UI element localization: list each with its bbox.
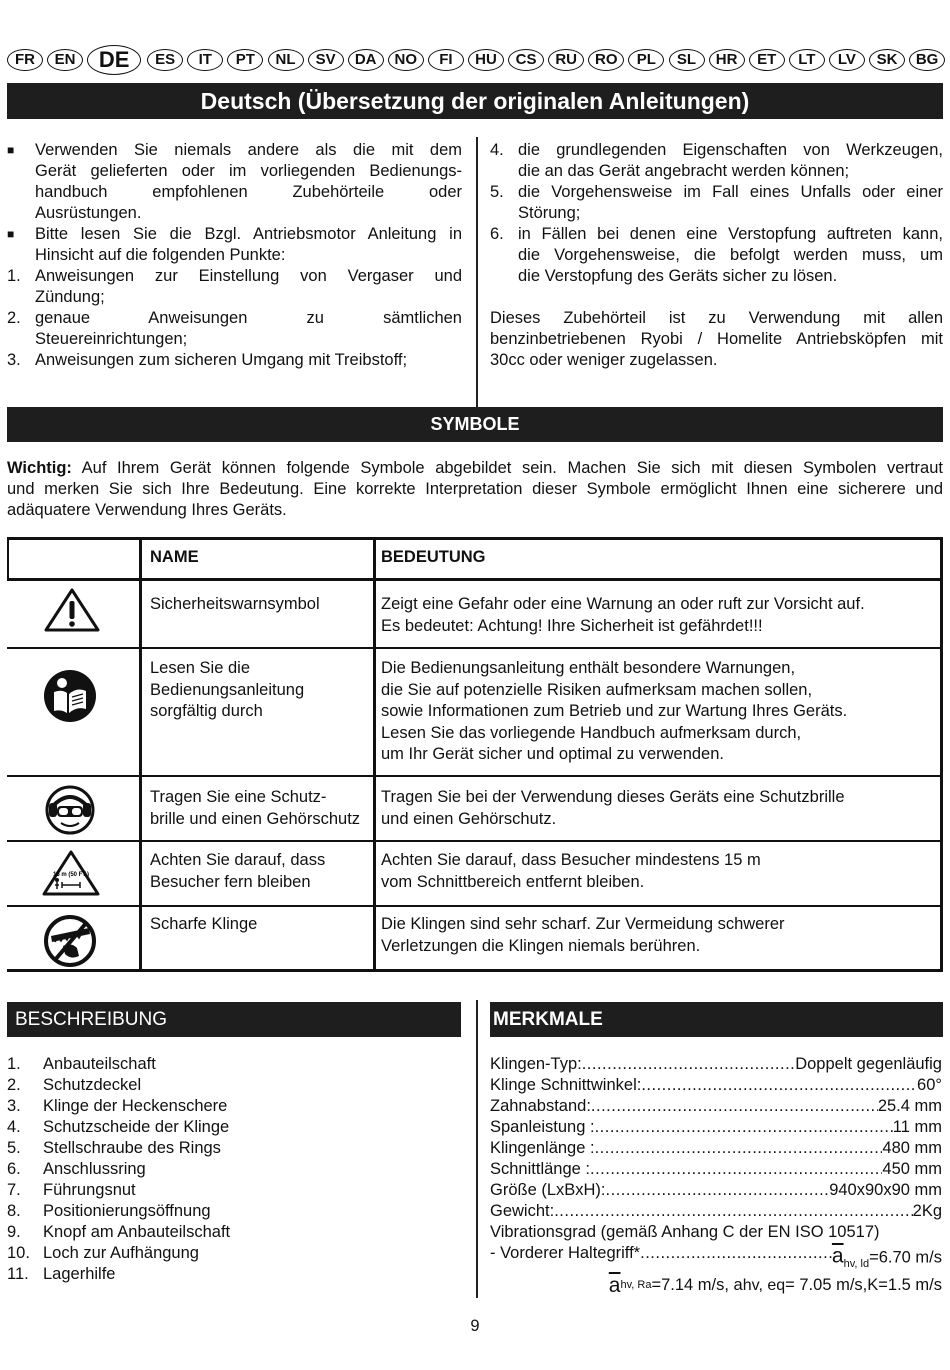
list-item-line: ■ Bitte lesen Sie die Bzgl. Antriebsmotor Anleitung in	[7, 225, 462, 243]
part-item: 2. Schutzdeckel	[7, 1076, 142, 1094]
symbol-meaning: Zeigt eine Gefahr oder eine Warnung an oder ruft zur Vorsicht auf. Es bedeutet: Achtung! Ihre Sicherheit ist gefährdet!!!	[381, 595, 865, 635]
language-tab-pt[interactable]: PT	[227, 49, 263, 71]
language-tab-lt[interactable]: LT	[789, 49, 825, 71]
symbols-intro-label: Wichtig:	[7, 459, 72, 477]
sharp-blade-icon	[43, 914, 97, 975]
intro-right-column	[490, 140, 943, 371]
list-item-line: 6. in Fällen bei denen eine Verstopfung auftreten kann,	[490, 225, 943, 243]
symbols-table	[7, 537, 943, 973]
description-heading: BESCHREIBUNG	[7, 1002, 461, 1037]
symbol-meaning: Tragen Sie bei der Verwendung dieses Geräts eine Schutzbrille und einen Gehörschutz.	[381, 788, 845, 828]
spec-row: Größe (LxBxH): ..... 940x90x90 mm	[490, 1180, 942, 1201]
symbols-intro-line: und merken Sie sich Ihre Bedeutung. Eine korrekte Interpretation dieser Symbole ermöglicht Ihnen eine sicherere und	[7, 480, 943, 498]
symbols-intro-line: Wichtig: Auf Ihrem Gerät können folgende Symbole abgebildet sein. Machen Sie sich mit diesen Symbolen vertraut	[7, 459, 943, 477]
spec-row: Gewicht: ..... 2Kg	[490, 1201, 942, 1222]
list-item-line: 5. die Vorgehensweise im Fall eines Unfalls oder einer	[490, 183, 943, 201]
table-header-meaning: BEDEUTUNG	[381, 548, 486, 566]
page-number: 9	[470, 1317, 480, 1335]
vibration-title: Vibrationsgrad (gemäß Anhang C der EN ISO 10517)	[490, 1223, 880, 1241]
list-item-line: die Verstopfung des Geräts sicher zu lösen.	[518, 267, 838, 285]
spec-row: Klingen-Typ: ..... Doppelt gegenläufig	[490, 1054, 942, 1075]
symbol-name: Scharfe Klinge	[150, 915, 258, 933]
language-tab-hu[interactable]: HU	[468, 49, 504, 71]
vibration-values: $\overline{a}$ hv, Ra =7.14 m/s , a hv, eq = 7.05 m/s , K=1.5 m/s	[608, 1273, 942, 1297]
part-item: 11. Lagerhilfe	[7, 1265, 116, 1283]
list-item-line: die Vorgehensweise, die befolgt werden muss, um	[518, 246, 943, 264]
language-tab-nl[interactable]: NL	[268, 49, 304, 71]
list-item-line: Ausrüstungen.	[35, 204, 142, 222]
part-item: 3. Klinge der Heckenschere	[7, 1097, 228, 1115]
language-tab-pl[interactable]: PL	[628, 49, 664, 71]
list-number: 3.	[7, 351, 21, 369]
language-tab-da[interactable]: DA	[348, 49, 384, 71]
language-tab-fi[interactable]: FI	[428, 49, 464, 71]
eye-ear-protection-icon	[43, 785, 97, 842]
vibration-front-handle: - Vorderer Haltegriff* ..... $\overline{a}_{hv, ld}=6.70$ m/s	[490, 1243, 942, 1275]
list-item-line: 3. Anweisungen zum sicheren Umgang mit Treibstoff;	[7, 351, 408, 369]
spec-row: Spanleistung : ..... 11 mm	[490, 1117, 942, 1138]
spec-row: Schnittlänge : ..... 450 mm	[490, 1159, 942, 1180]
language-tab-es[interactable]: ES	[147, 49, 183, 71]
symbol-meaning: Die Klingen sind sehr scharf. Zur Vermeidung schwerer Verletzungen die Klingen niemals berühren.	[381, 915, 785, 955]
bullet-marker: ■	[7, 143, 15, 157]
part-item: 9. Knopf am Anbauteilschaft	[7, 1223, 231, 1241]
language-tab-it[interactable]: IT	[187, 49, 223, 71]
language-tab-bg[interactable]: BG	[909, 49, 945, 71]
distance-label: 15 m (50 FT.)	[52, 872, 90, 878]
symbol-name: Lesen Sie die Bedienungsanleitung sorgfältig durch	[150, 659, 305, 720]
part-item: 7. Führungsnut	[7, 1181, 136, 1199]
list-item-line: handbuch empfohlenen Zubehörteile oder	[35, 183, 462, 201]
symbol-name: Sicherheitswarnsymbol	[150, 595, 320, 613]
parts-list	[7, 1054, 447, 1285]
language-tab-lv[interactable]: LV	[829, 49, 865, 71]
language-tab-sv[interactable]: SV	[308, 49, 344, 71]
part-item: 1. Anbauteilschaft	[7, 1055, 156, 1073]
part-item: 4. Schutzscheide der Klinge	[7, 1118, 230, 1136]
list-item-line: ■ Verwenden Sie niemals andere als die mit dem	[7, 141, 462, 159]
language-tab-ro[interactable]: RO	[588, 49, 624, 71]
list-item-line: Gerät gelieferten oder im vorliegenden Bedienungs-	[35, 162, 462, 180]
list-item-line: Steuereinrichtungen;	[35, 330, 188, 348]
warning-triangle-icon	[44, 587, 100, 640]
symbols-heading: SYMBOLE	[7, 407, 943, 442]
list-number: 4.	[490, 141, 504, 159]
list-number: 6.	[490, 225, 504, 243]
intro-left-column	[7, 140, 462, 371]
features-heading: MERKMALE	[490, 1002, 943, 1037]
language-tab-no[interactable]: NO	[388, 49, 424, 71]
language-tab-sl[interactable]: SL	[669, 49, 705, 71]
list-item-line: 1. Anweisungen zur Einstellung von Vergaser und	[7, 267, 462, 285]
symbol-name: Achten Sie darauf, dass Besucher fern bleiben	[150, 851, 326, 891]
column-divider	[476, 137, 478, 407]
language-tab-fr[interactable]: FR	[7, 49, 43, 71]
language-tab-hr[interactable]: HR	[709, 49, 745, 71]
keep-bystanders-away-icon	[42, 849, 100, 904]
language-tab-cs[interactable]: CS	[508, 49, 544, 71]
symbol-name: Tragen Sie eine Schutz- brille und einen Gehörschutz	[150, 788, 361, 828]
symbol-meaning: Die Bedienungsanleitung enthält besondere Warnungen, die Sie auf potenzielle Risiken aufmerksam machen sollen, sowie Informationen zum Betrieb und zur Wartung Ihres Geräts. Lesen Sie das vorliegende Handbuch aufmerksam durch, um Ihr Gerät sicher und optimal zu verwenden.	[381, 659, 848, 763]
list-number: 2.	[7, 309, 21, 327]
part-item: 5. Stellschraube des Rings	[7, 1139, 221, 1157]
read-manual-icon	[43, 669, 97, 730]
list-item-line: Störung;	[518, 204, 581, 222]
language-tab-ru[interactable]: RU	[548, 49, 584, 71]
language-tab-sk[interactable]: SK	[869, 49, 905, 71]
list-item-line: 4. die grundlegenden Eigenschaften von Werkzeugen,	[490, 141, 943, 159]
accessory-note: Dieses Zubehörteil ist zu Verwendung mit allen benzinbetriebenen Ryobi / Homelite Antriebsköpfen mit 30cc oder weniger zugelassen.	[490, 309, 943, 369]
spec-row: Klingenlänge : ..... 480 mm	[490, 1138, 942, 1159]
list-item-line: die an das Gerät angebracht werden können;	[518, 162, 850, 180]
list-item-line: Zündung;	[35, 288, 105, 306]
language-tab-et[interactable]: ET	[749, 49, 785, 71]
part-item: 10. Loch zur Aufhängung	[7, 1244, 199, 1262]
language-bar	[7, 46, 943, 72]
spec-row: Klinge Schnittwinkel: ..... 60°	[490, 1075, 942, 1096]
language-tab-en[interactable]: EN	[47, 49, 83, 71]
list-number: 1.	[7, 267, 21, 285]
column-divider	[476, 1000, 478, 1298]
part-item: 6. Anschlussring	[7, 1160, 146, 1178]
part-item: 8. Positionierungsöffnung	[7, 1202, 211, 1220]
spec-row: Zahnabstand: ..... 25.4 mm	[490, 1096, 942, 1117]
list-item-line: 2. genaue Anweisungen zu sämtlichen	[7, 309, 462, 327]
language-tab-de[interactable]: DE	[87, 45, 141, 75]
table-header-name: NAME	[150, 548, 199, 566]
symbol-meaning: Achten Sie darauf, dass Besucher mindestens 15 m vom Schnittbereich entfernt bleiben.	[381, 851, 761, 891]
page-title: Deutsch (Übersetzung der originalen Anleitungen)	[7, 83, 943, 119]
symbols-intro-line: adäquatere Verwendung Ihres Geräts.	[7, 501, 287, 519]
list-item-line: Hinsicht auf die folgenden Punkte:	[35, 246, 286, 264]
list-number: 5.	[490, 183, 504, 201]
bullet-marker: ■	[7, 227, 15, 241]
symbols-intro	[7, 458, 943, 521]
features-list	[490, 1054, 942, 1296]
